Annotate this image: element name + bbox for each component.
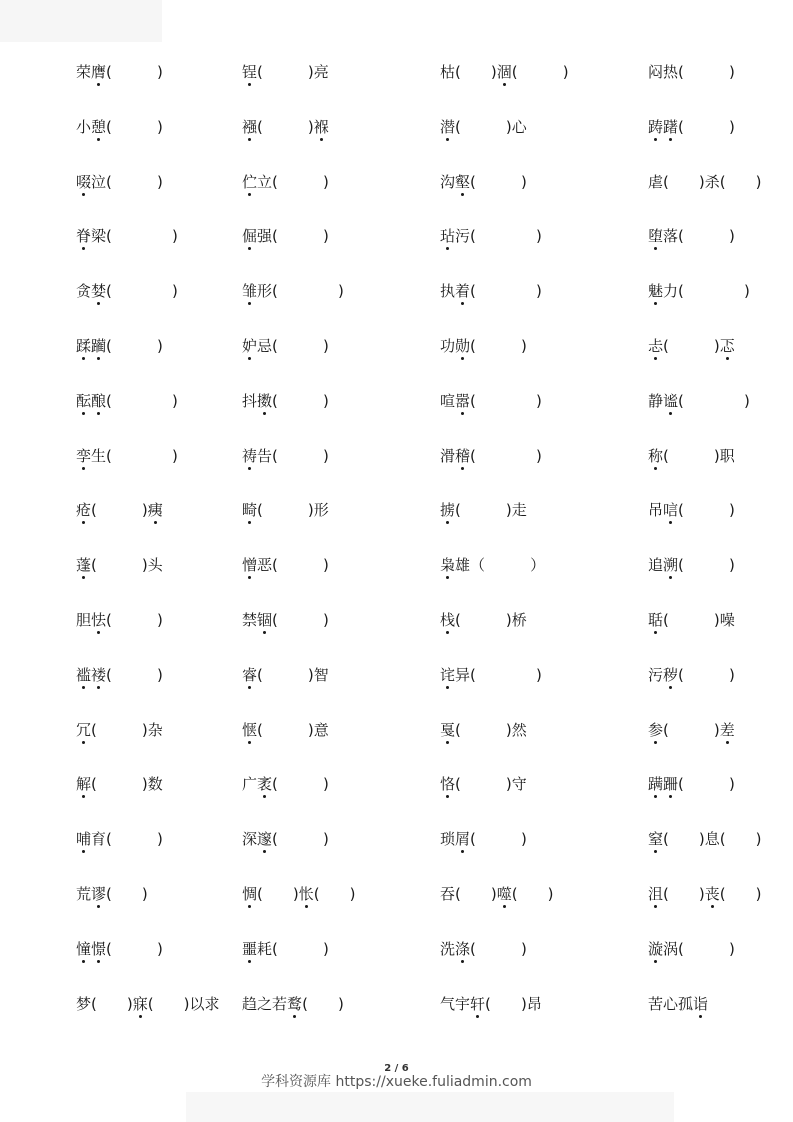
- vocab-item: 苦心孤诣: [648, 994, 709, 1013]
- word-row: [0, 499, 793, 523]
- footer-watermark: 学科资源库 https://xueke.fuliadmin.com: [261, 1074, 532, 1090]
- vocab-item: 小憩( ): [76, 117, 163, 136]
- vocab-item: 倔强( ): [242, 227, 329, 246]
- vocab-item: 虐( )杀( ): [648, 172, 762, 191]
- word-row: [0, 609, 793, 633]
- vocab-item: 蓬( )头: [76, 556, 163, 575]
- vocab-item: 梦( )寐( )以求: [76, 994, 220, 1013]
- vocab-item: 睿( )智: [242, 665, 329, 684]
- vocab-item: 禁锢( ): [242, 611, 329, 629]
- vocab-item: 伫立( ): [242, 172, 329, 191]
- vocab-item: 戛( )然: [440, 720, 527, 739]
- vocab-item: 憧憬( ): [76, 939, 163, 958]
- vocab-item: 静谧( ): [648, 391, 750, 410]
- vocab-item: 惬( )意: [242, 720, 329, 739]
- vocab-item: 褴褛( ): [76, 665, 163, 684]
- vocab-item: 污秽( ): [648, 665, 735, 684]
- word-row: [0, 390, 793, 414]
- vocab-item: 枯( )涸( ): [440, 63, 569, 81]
- vocab-item: 憎恶( ): [242, 556, 329, 575]
- vocab-item: 解( )数: [76, 775, 163, 794]
- vocab-item: 洗涤( ): [440, 939, 527, 958]
- word-row: [0, 883, 793, 907]
- vocab-item: 参( )差: [648, 720, 735, 739]
- vocab-item: 气宇轩( )昂: [440, 994, 542, 1013]
- word-row: [0, 938, 793, 962]
- vocab-item: 哺育( ): [76, 830, 163, 849]
- vocab-item: 趋之若鹜( ): [242, 994, 344, 1013]
- vocab-item: 雏形( ): [242, 282, 344, 301]
- vocab-item: 潜( )心: [440, 117, 527, 136]
- word-row: [0, 61, 793, 85]
- vocab-item: 追溯( ): [648, 556, 735, 575]
- vocab-item: 蹂躏( ): [76, 337, 163, 355]
- vocab-item: 忐( )忑: [648, 337, 735, 355]
- word-row: [0, 335, 793, 359]
- vocab-item: 噩耗( ): [242, 939, 329, 958]
- vocab-item: 贪婪( ): [76, 282, 178, 301]
- word-row: [0, 445, 793, 469]
- vocab-item: 喧嚣( ): [440, 391, 542, 410]
- vocab-item: 魅力( ): [648, 282, 750, 301]
- vocab-item: 锃( )亮: [242, 63, 329, 81]
- vocab-item: 惆( )怅( ): [242, 885, 356, 903]
- vocab-item: 沮( )丧( ): [648, 885, 762, 903]
- vocab-item: 酝酿( ): [76, 391, 178, 410]
- word-row: [0, 664, 793, 688]
- vocab-item: 畸( )形: [242, 501, 329, 520]
- vocab-item: 吊唁( ): [648, 501, 735, 520]
- word-row: [0, 116, 793, 140]
- vocab-item: 广袤( ): [242, 775, 329, 794]
- vocab-item: 荒谬( ): [76, 885, 148, 903]
- page-number: 2 / 6: [384, 1063, 409, 1074]
- word-row: [0, 993, 793, 1017]
- vocab-item: 胆怯( ): [76, 611, 163, 629]
- vocab-item: 堕落( ): [648, 227, 735, 246]
- vocab-item: 脊梁( ): [76, 227, 178, 246]
- vocab-item: 滑稽( ): [440, 446, 542, 465]
- word-row: [0, 773, 793, 797]
- vocab-item: 漩涡( ): [648, 939, 735, 958]
- vocab-item: 功勋( ): [440, 337, 527, 355]
- vocab-item: 闷热( ): [648, 63, 735, 81]
- vocab-item: 沟壑( ): [440, 172, 527, 191]
- vocab-item: 枭雄（ ）: [440, 556, 546, 575]
- word-row: [0, 280, 793, 304]
- vocab-item: 诧异( ): [440, 665, 542, 684]
- vocab-item: 妒忌( ): [242, 337, 329, 355]
- word-row: [0, 171, 793, 195]
- vocab-item: 吞( )噬( ): [440, 885, 554, 903]
- vocab-item: 执着( ): [440, 282, 542, 301]
- vocab-item: 栈( )桥: [440, 611, 527, 629]
- word-row: [0, 719, 793, 743]
- vocab-item: 啜泣( ): [76, 172, 163, 191]
- vocab-item: 抖擞( ): [242, 391, 329, 410]
- vocab-item: 冗( )杂: [76, 720, 163, 739]
- word-row: [0, 828, 793, 852]
- vocab-item: 踌躇( ): [648, 117, 735, 136]
- word-row: [0, 225, 793, 249]
- vocab-item: 恪( )守: [440, 775, 527, 794]
- vocab-item: 祷告( ): [242, 446, 329, 465]
- vocab-item: 聒( )噪: [648, 611, 735, 629]
- vocab-item: 襁( )褓: [242, 117, 329, 136]
- vocab-item: 称( )职: [648, 446, 735, 465]
- vocab-item: 玷污( ): [440, 227, 542, 246]
- vocab-item: 掳( )走: [440, 501, 527, 520]
- vocab-item: 蹒跚( ): [648, 775, 735, 794]
- word-row: [0, 554, 793, 578]
- vocab-item: 疮( )痍: [76, 501, 163, 520]
- vocab-item: 荣膺( ): [76, 63, 163, 81]
- vocab-item: 窒( )息( ): [648, 830, 762, 849]
- vocab-item: 琐屑( ): [440, 830, 527, 849]
- header-corner-box: [0, 0, 162, 42]
- vocab-item: 孪生( ): [76, 446, 178, 465]
- vocab-item: 深邃( ): [242, 830, 329, 849]
- footer-box: [186, 1092, 674, 1122]
